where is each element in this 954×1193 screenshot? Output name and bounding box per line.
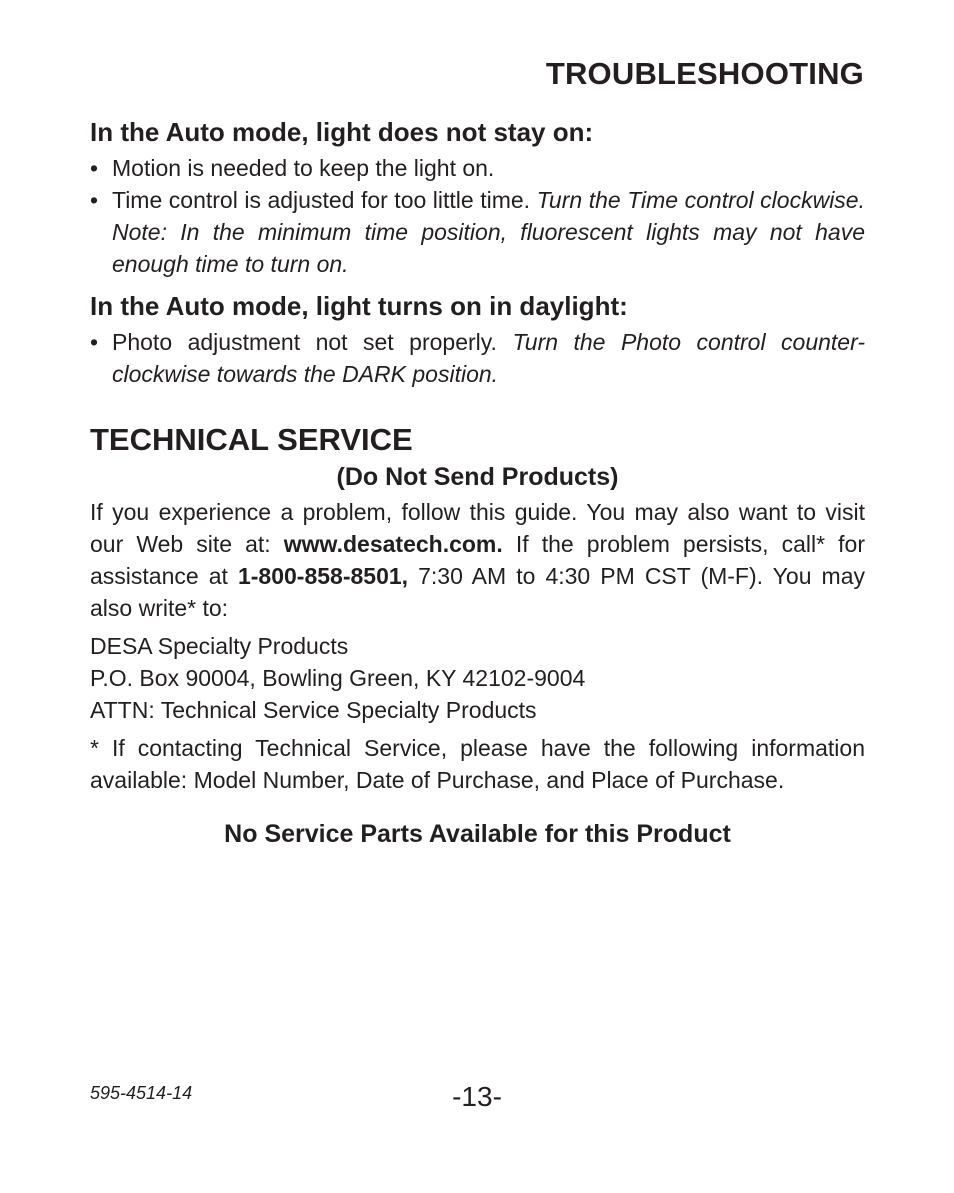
technical-service-section: [90, 422, 865, 850]
section-subtitle: (Do Not Send Products): [336, 463, 619, 491]
paragraph-text: If you experience a problem, follow this guide. You may also want to visit our Web site at:: [90, 499, 865, 557]
bullet-text: Photo adjustment not set properly.: [112, 329, 513, 355]
paragraph-text: 7:30 AM to 4:30 PM CST (M-F). You may also write* to:: [90, 563, 865, 621]
bullet-text: Time control is adjusted for too little time.: [112, 187, 537, 213]
troubleshooting-item-2: [90, 290, 865, 390]
bullet-instruction: Turn the Photo control counter-clockwise towards the DARK position.: [112, 329, 866, 387]
troubleshooting-heading: In the Auto mode, light turns on in daylight:: [90, 291, 628, 321]
troubleshooting-heading: In the Auto mode, light does not stay on:: [90, 117, 594, 147]
address-line: DESA Specialty Products: [90, 633, 349, 659]
list-item: [90, 326, 865, 390]
document-code: 595-4514-14: [90, 1083, 193, 1103]
contact-note: * If contacting Technical Service, please have the following information available: Model Number, Date of Purchase, and Place of Purchase.: [90, 735, 865, 793]
bullet-instruction: Turn the Time control clockwise. Note: In the minimum time position, fluorescent lights may not have enough time to turn on.: [112, 187, 865, 277]
paragraph-text: If the problem persists, call* for assistance at: [90, 531, 866, 589]
website-link[interactable]: www.desatech.com.: [283, 531, 503, 557]
bullet-text: Motion is needed to keep the light on.: [112, 155, 495, 181]
mailing-address: [90, 630, 865, 726]
troubleshooting-item-1: [90, 116, 865, 280]
contact-paragraph: [90, 496, 865, 624]
address-line: P.O. Box 90004, Bowling Green, KY 42102-9004: [90, 665, 586, 691]
phone-number: 1-800-858-8501,: [237, 563, 409, 589]
page-title: TROUBLESHOOTING: [545, 56, 864, 91]
section-title: TECHNICAL SERVICE: [90, 422, 413, 457]
bullet-list: [90, 152, 865, 280]
page-content: [90, 116, 865, 850]
list-item: [90, 152, 865, 184]
parts-notice: No Service Parts Available for this Product: [224, 820, 731, 848]
address-line: ATTN: Technical Service Specialty Products: [90, 697, 537, 723]
page-number: -13-: [452, 1081, 502, 1112]
list-item: [90, 184, 865, 280]
bullet-list: [90, 326, 865, 390]
